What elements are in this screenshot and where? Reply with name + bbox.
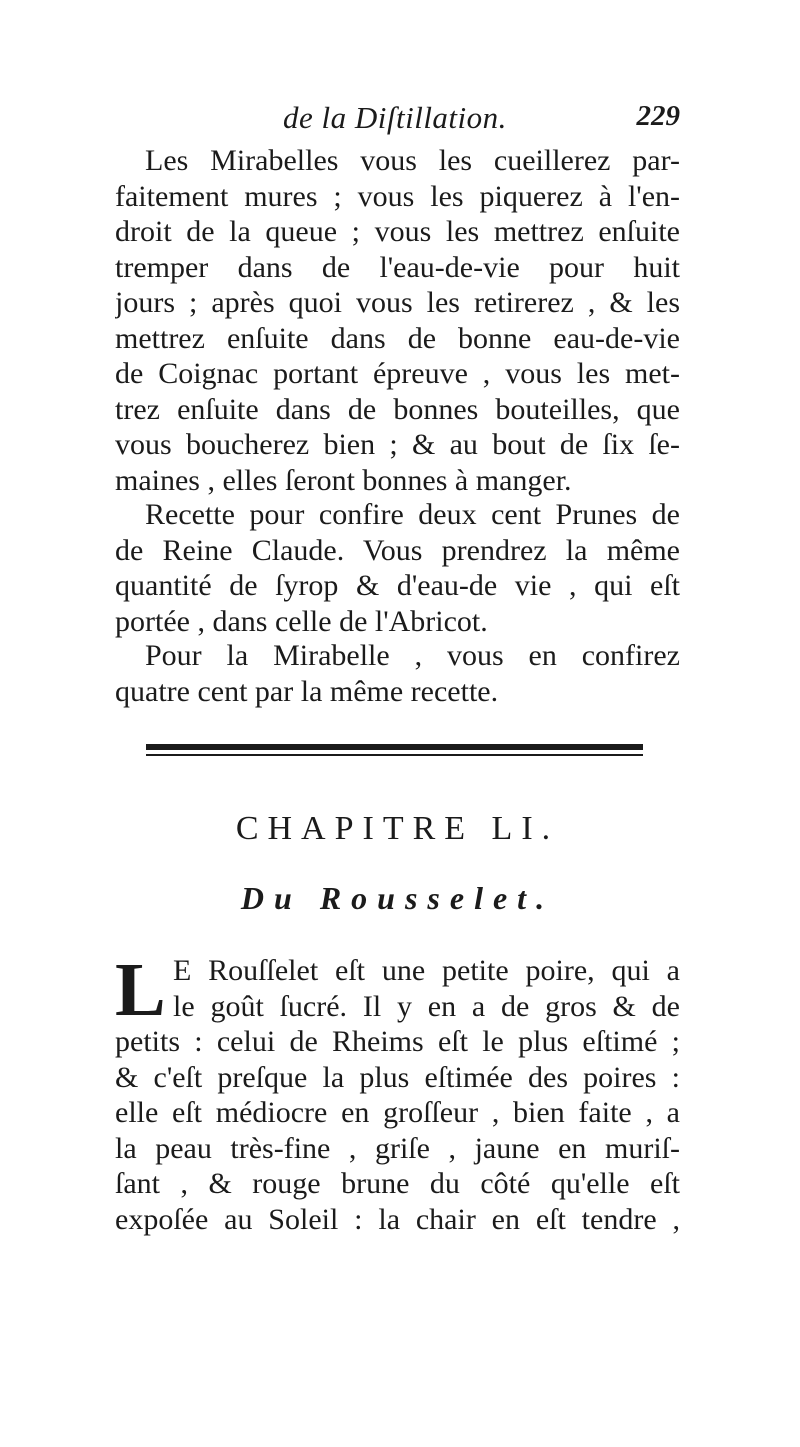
text-line: & c'eſt preſque la plus eſtimée des poires : (115, 1060, 680, 1094)
text-line: tremper dans de l'eau-de-vie pour huit (115, 250, 680, 284)
divider-thick-rule (146, 744, 643, 750)
drop-cap-block (115, 948, 680, 1032)
text-line: le goût ſucré. Il y en a de gros & de (173, 989, 680, 1023)
text-line: mettrez enſuite dans de bonne eau-de-vie (115, 321, 680, 355)
text-line: faitement mures ; vous les piquerez à l'en- (115, 179, 680, 213)
text-line: droit de la queue ; vous les mettrez enſuite (115, 215, 680, 248)
chapter-heading: CHAPITRE LI. (235, 810, 560, 847)
text-line: trez enſuite dans de bonnes bouteilles, que (115, 392, 680, 426)
text-line: Recette pour confire deux cent Prunes de (145, 498, 680, 531)
text-line: portée , dans celle de l'Abricot. (115, 604, 488, 638)
chapter-divider (146, 744, 643, 756)
text-line: vous boucherez bien ; & au bout de ſix ſe- (115, 428, 680, 461)
text-line: ſant , & rouge brune du côté qu'elle eſt (115, 1167, 680, 1200)
text-line: petits : celui de Rheims eſt le plus eſtimé ; (115, 1025, 680, 1058)
running-head (115, 100, 680, 140)
section-heading: Du Rousselet. (240, 880, 555, 916)
text-line: quantité de ſyrop & d'eau-de vie , qui eſt (115, 569, 680, 602)
text-line: maines , elles ſeront bonnes à manger. (115, 463, 572, 497)
text-line: la peau très-fine , griſe , jaune en muriſ- (115, 1131, 680, 1165)
text-line: Les Mirabelles vous les cueillerez par- (145, 144, 680, 177)
text-line: expoſée au Soleil : la chair en eſt tendre , (115, 1202, 680, 1236)
text-line: de Coignac portant épreuve , vous les met- (115, 357, 680, 390)
paragraph-rousselet (115, 948, 680, 1237)
text-line: quatre cent par la même recette. (115, 674, 499, 708)
paragraph-reine-claude (115, 497, 680, 639)
drop-cap: L (115, 948, 166, 1032)
text-line: Pour la Mirabelle , vous en confirez (145, 639, 680, 672)
running-title: de la Diſtillation. (283, 100, 507, 135)
text-line: jours ; après quoi vous les retirerez , & les (115, 286, 680, 319)
paragraph-mirabelles (115, 143, 680, 498)
text-line: E Rouſſelet eſt une petite poire, qui a (173, 954, 680, 987)
text-line: de Reine Claude. Vous prendrez la même (115, 533, 680, 567)
paragraph-mirabelle (115, 638, 680, 709)
text-line: elle eſt médiocre en groſſeur , bien faite , a (115, 1096, 680, 1129)
divider-thin-rule (146, 754, 643, 756)
page-number: 229 (636, 100, 680, 132)
